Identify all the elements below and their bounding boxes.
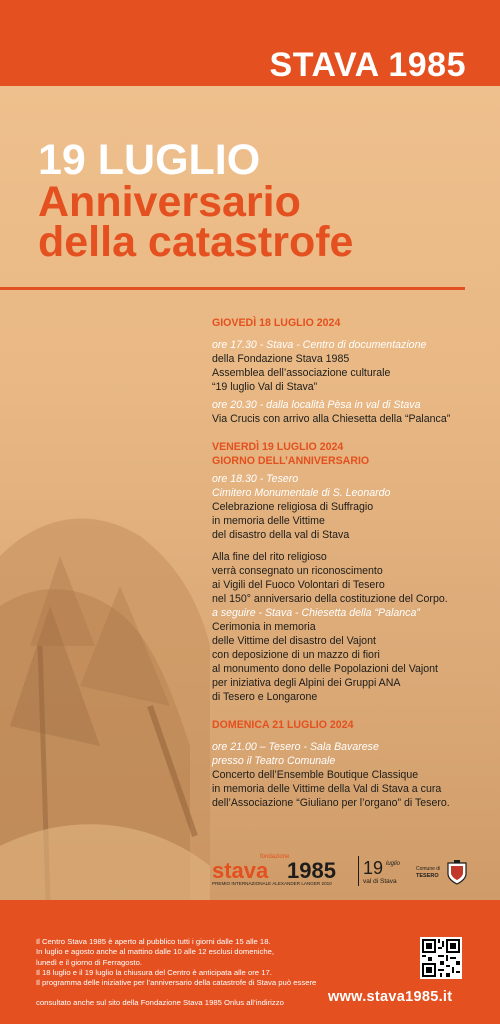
event-location: presso il Teatro Comunale xyxy=(212,755,336,767)
comune-label: Comune di xyxy=(416,866,441,872)
tesero-crest-icon xyxy=(446,860,468,886)
events-list xyxy=(212,316,494,810)
logo-19-word: luglio xyxy=(386,861,401,867)
event-day-heading: DOMENICA 21 LUGLIO 2024 xyxy=(212,719,354,731)
event-text: del disastro della val di Stava xyxy=(212,529,350,541)
event-time: a seguire - Stava - Chiesetta della “Palanca” xyxy=(212,607,420,619)
event-text: nel 150° anniversario della costituzione del Corpo. xyxy=(212,593,448,605)
event-text: Concerto dell’Ensemble Boutique Classique xyxy=(212,769,419,781)
logo-stava-name: stava xyxy=(212,858,269,883)
logo-fondazione-label: fondazione xyxy=(260,854,290,860)
event-time: ore 21.00 – Tesero - Sala Bavarese xyxy=(212,741,379,753)
heading-title-line2: della catastrofe xyxy=(38,218,354,266)
heading-date: 19 LUGLIO xyxy=(38,136,261,184)
info-line: Il Centro Stava 1985 è aperto al pubblico tutti i giorni dalle 15 alle 18. xyxy=(36,937,271,946)
event-text: ai Vigili del Fuoco Volontari di Tesero xyxy=(212,579,385,591)
event-text: con deposizione di un mazzo di fiori xyxy=(212,649,380,661)
event-day-heading: GIOVEDÌ 18 LUGLIO 2024 xyxy=(212,317,341,329)
logo-19-number: 19 xyxy=(363,858,384,878)
info-line-last: consultato anche sul sito della Fondazione Stava 1985 Onlus all’indirizzo xyxy=(36,998,284,1007)
event-text: in memoria delle Vittime della Val di Stava a cura xyxy=(212,783,442,795)
event-text: delle Vittime del disastro del Vajont xyxy=(212,635,376,647)
footer-info xyxy=(36,937,336,988)
event-text: Cerimonia in memoria xyxy=(212,621,316,633)
event-text: “19 luglio Val di Stava” xyxy=(212,381,318,393)
event-day-heading: VENERDÌ 19 LUGLIO 2024 xyxy=(212,441,344,453)
nineteen-luglio-logo xyxy=(358,856,418,886)
sponsor-logos xyxy=(210,856,480,890)
main-heading xyxy=(38,136,478,266)
info-line: Il 18 luglio e il 19 luglio la chiusura del Centro è anticipata alle ore 17. xyxy=(36,967,272,977)
event-text: per iniziativa degli Alpini dei Gruppi ANA xyxy=(212,677,401,689)
heading-title-line1: Anniversario xyxy=(38,178,301,226)
event-text: verrà consegnato un riconoscimento xyxy=(212,565,383,577)
event-text: Via Crucis con arrivo alla Chiesetta della “Palanca” xyxy=(212,413,451,425)
qr-code-icon[interactable] xyxy=(420,937,462,979)
website-link[interactable]: www.stava1985.it xyxy=(328,989,453,1005)
event-text: Alla fine del rito religioso xyxy=(212,551,327,563)
event-text: della Fondazione Stava 1985 xyxy=(212,353,350,365)
info-line: Il programma delle iniziative per l’anniversario della catastrofe di Stava può essere xyxy=(36,978,317,988)
logo-19-subtitle: val di Stava xyxy=(363,878,397,885)
heading-divider xyxy=(0,287,465,290)
info-line: In luglio e agosto anche al mattino dalle 10 alle 12 esclusi domeniche, xyxy=(36,947,275,957)
event-time: ore 20.30 - dalla località Pèsa in val di Stava xyxy=(212,399,421,411)
brand-title: STAVA 1985 xyxy=(269,46,466,84)
logo-stava-subtitle: PREMIO INTERNAZIONALE ALEXANDER LANGER 2010 xyxy=(212,881,332,886)
event-text: in memoria delle Vittime xyxy=(212,515,325,527)
info-line: lunedì e il giorno di Ferragosto. xyxy=(36,957,142,967)
comune-tesero-logo xyxy=(416,860,476,888)
event-text: Assemblea dell’associazione culturale xyxy=(212,367,391,379)
event-location: Cimitero Monumentale di S. Leonardo xyxy=(212,487,391,499)
event-day-subtitle: GIORNO DELL’ANNIVERSARIO xyxy=(212,455,370,467)
event-time: ore 18.30 - Tesero xyxy=(212,473,299,485)
event-text: dell’Associazione “Giuliano per l’organo” di Tesero. xyxy=(212,797,450,809)
header-band xyxy=(0,0,500,86)
comune-name: TESERO xyxy=(416,873,439,879)
logo-stava-year: 1985 xyxy=(287,858,336,883)
event-text: Celebrazione religiosa di Suffragio xyxy=(212,501,374,513)
event-text: al monumento dono delle Popolazioni del Vajont xyxy=(212,663,438,675)
event-text: di Tesero e Longarone xyxy=(212,691,318,703)
event-time: ore 17.30 - Stava - Centro di documentazione xyxy=(212,339,427,351)
